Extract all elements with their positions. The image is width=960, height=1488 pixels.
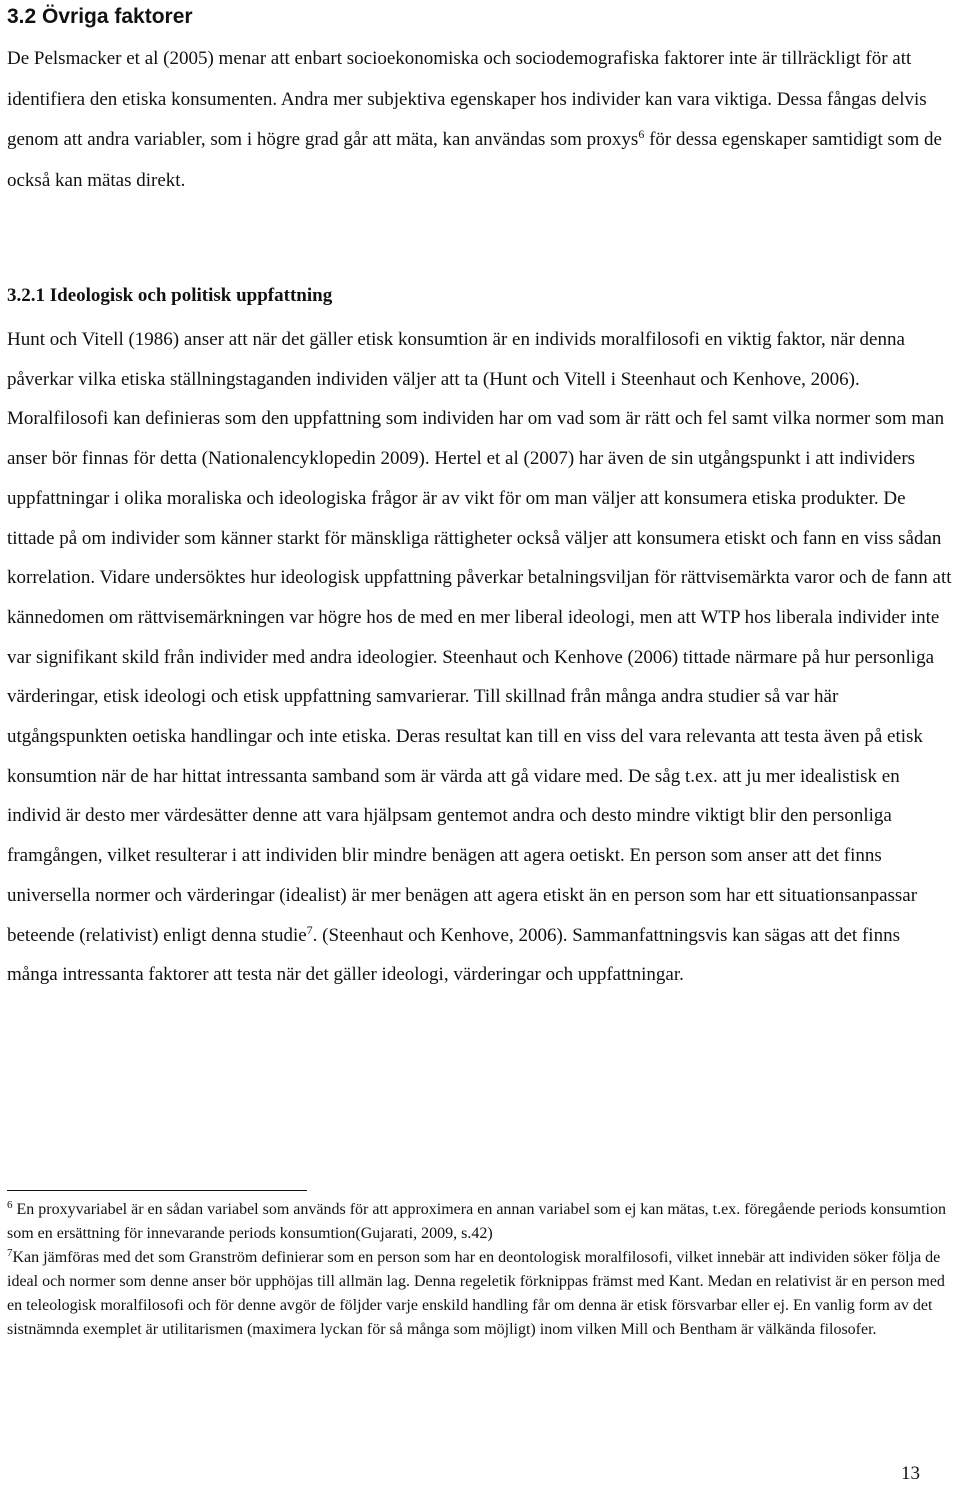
footnote-7 — [7, 1246, 953, 1342]
footnote-number: 6 — [7, 1199, 13, 1211]
footnote-text: Kan jämföras med det som Granström definierar som en person som har en deontologisk moralfilosofi, vilket innebär att individen söker följa de ideal och normer som denne anser bör upphöjas till allmän lag. Denna regeletik förknippas främst med Kant. Medan en relativist är en person med en teleologisk moralfilosofi och för denne avgör de följder varje enskild handling får om denna är etisk försvarbar eller ej. En vanlig form av det sistnämnda exemplet är utilitarismen (maximera lyckan för så många som möjligt) inom vilken Mill och Bentham är välkända filosofer. — [7, 1249, 945, 1338]
page-number: 13 — [901, 1463, 920, 1484]
body-text-part2: . (Steenhaut och Kenhove, 2006). Sammanfattningsvis kan sägas att det finns många intressanta faktorer att testa när det gäller ideologi, värderingar och uppfattningar. — [7, 924, 900, 986]
footnote-6 — [7, 1198, 953, 1246]
body-text-part1: Hunt och Vitell (1986) anser att när det gäller etisk konsumtion är en individs moralfilosofi en viktig faktor, när denna påverkar vilka etiska ställningstaganden individen väljer att ta (Hunt och Vitell i Steenhaut och Kenhove, 2006). Moralfilosofi kan definieras som den uppfattning som individen har om vad som är rätt och fel samt vilka normer som man anser bör finnas för detta (Nationalencyklopedin 2009). Hertel et al (2007) har även de sin utgångspunkt i att individers uppfattningar i olika moraliska och ideologiska frågor är av vikt för om man väljer att konsumera etiska produkter. De tittade på om individer som känner starkt för mänskliga rättigheter också väljer att konsumera etiskt och fann en viss sådan korrelation. Vidare undersöktes hur ideologisk uppfattning påverkar betalningsviljan för rättvisemärkta varor och de fann att kännedomen om rättvisemärkningen var högre hos de med en mer liberal ideologi, men att WTP hos liberala individer inte var signifikant skild från individer med andra ideologier. Steenhaut och Kenhove (2006) tittade närmare på hur personliga värderingar, etisk ideologi och etisk uppfattning samvarierar. Till skillnad från många andra studier så var här utgångspunkten oetiska handlingar och inte etiska. Deras resultat kan till en viss del vara relevanta att testa även på etisk konsumtion när de har hittat intressanta samband som är värda att gå vidare med. De såg t.ex. att ju mer idealistisk en individ är desto mer värdesätter denne att vara hjälpsam gentemot andra och desto mindre viktigt blir den personliga framgången, vilket resulterar i att individen blir mindre benägen att agera oetiskt. En person som anser att det finns universella normer och värderingar (idealist) är mer benägen att agera etiskt än en person som har ett situationsanpassar beteende (relativist) enligt denna studie — [7, 329, 952, 946]
intro-text-part1: De Pelsmacker et al (2005) menar att enbart socioekonomiska och sociodemografiska faktorer inte är tillräckligt för att identifiera den etiska konsumenten. Andra mer subjektiva egenskaper hos individer kan vara viktiga. Dessa fångas delvis genom att andra variabler, som i högre grad går att mäta, kan användas som proxys — [7, 48, 927, 150]
footnote-text: En proxyvariabel är en sådan variabel som används för att approximera en annan variabel som ej kan mätas, t.ex. föregående periods konsumtion som en ersättning för innevarande periods konsumtion(Gujarati, 2009, s.42) — [7, 1201, 946, 1242]
intro-text-part2: för dessa egenskaper samtidigt som de också kan mätas direkt. — [7, 129, 942, 191]
subsection-heading: 3.2.1 Ideologisk och politisk uppfattning — [7, 285, 333, 306]
intro-paragraph — [7, 39, 953, 201]
footnote-number: 7 — [7, 1247, 13, 1259]
footnote-separator — [7, 1190, 307, 1191]
section-heading: 3.2 Övriga faktorer — [7, 5, 193, 28]
footnote-ref-7[interactable]: 7 — [306, 922, 313, 937]
footnote-ref-6[interactable]: 6 — [638, 127, 645, 141]
body-paragraph — [7, 320, 953, 995]
footnotes — [7, 1198, 953, 1342]
